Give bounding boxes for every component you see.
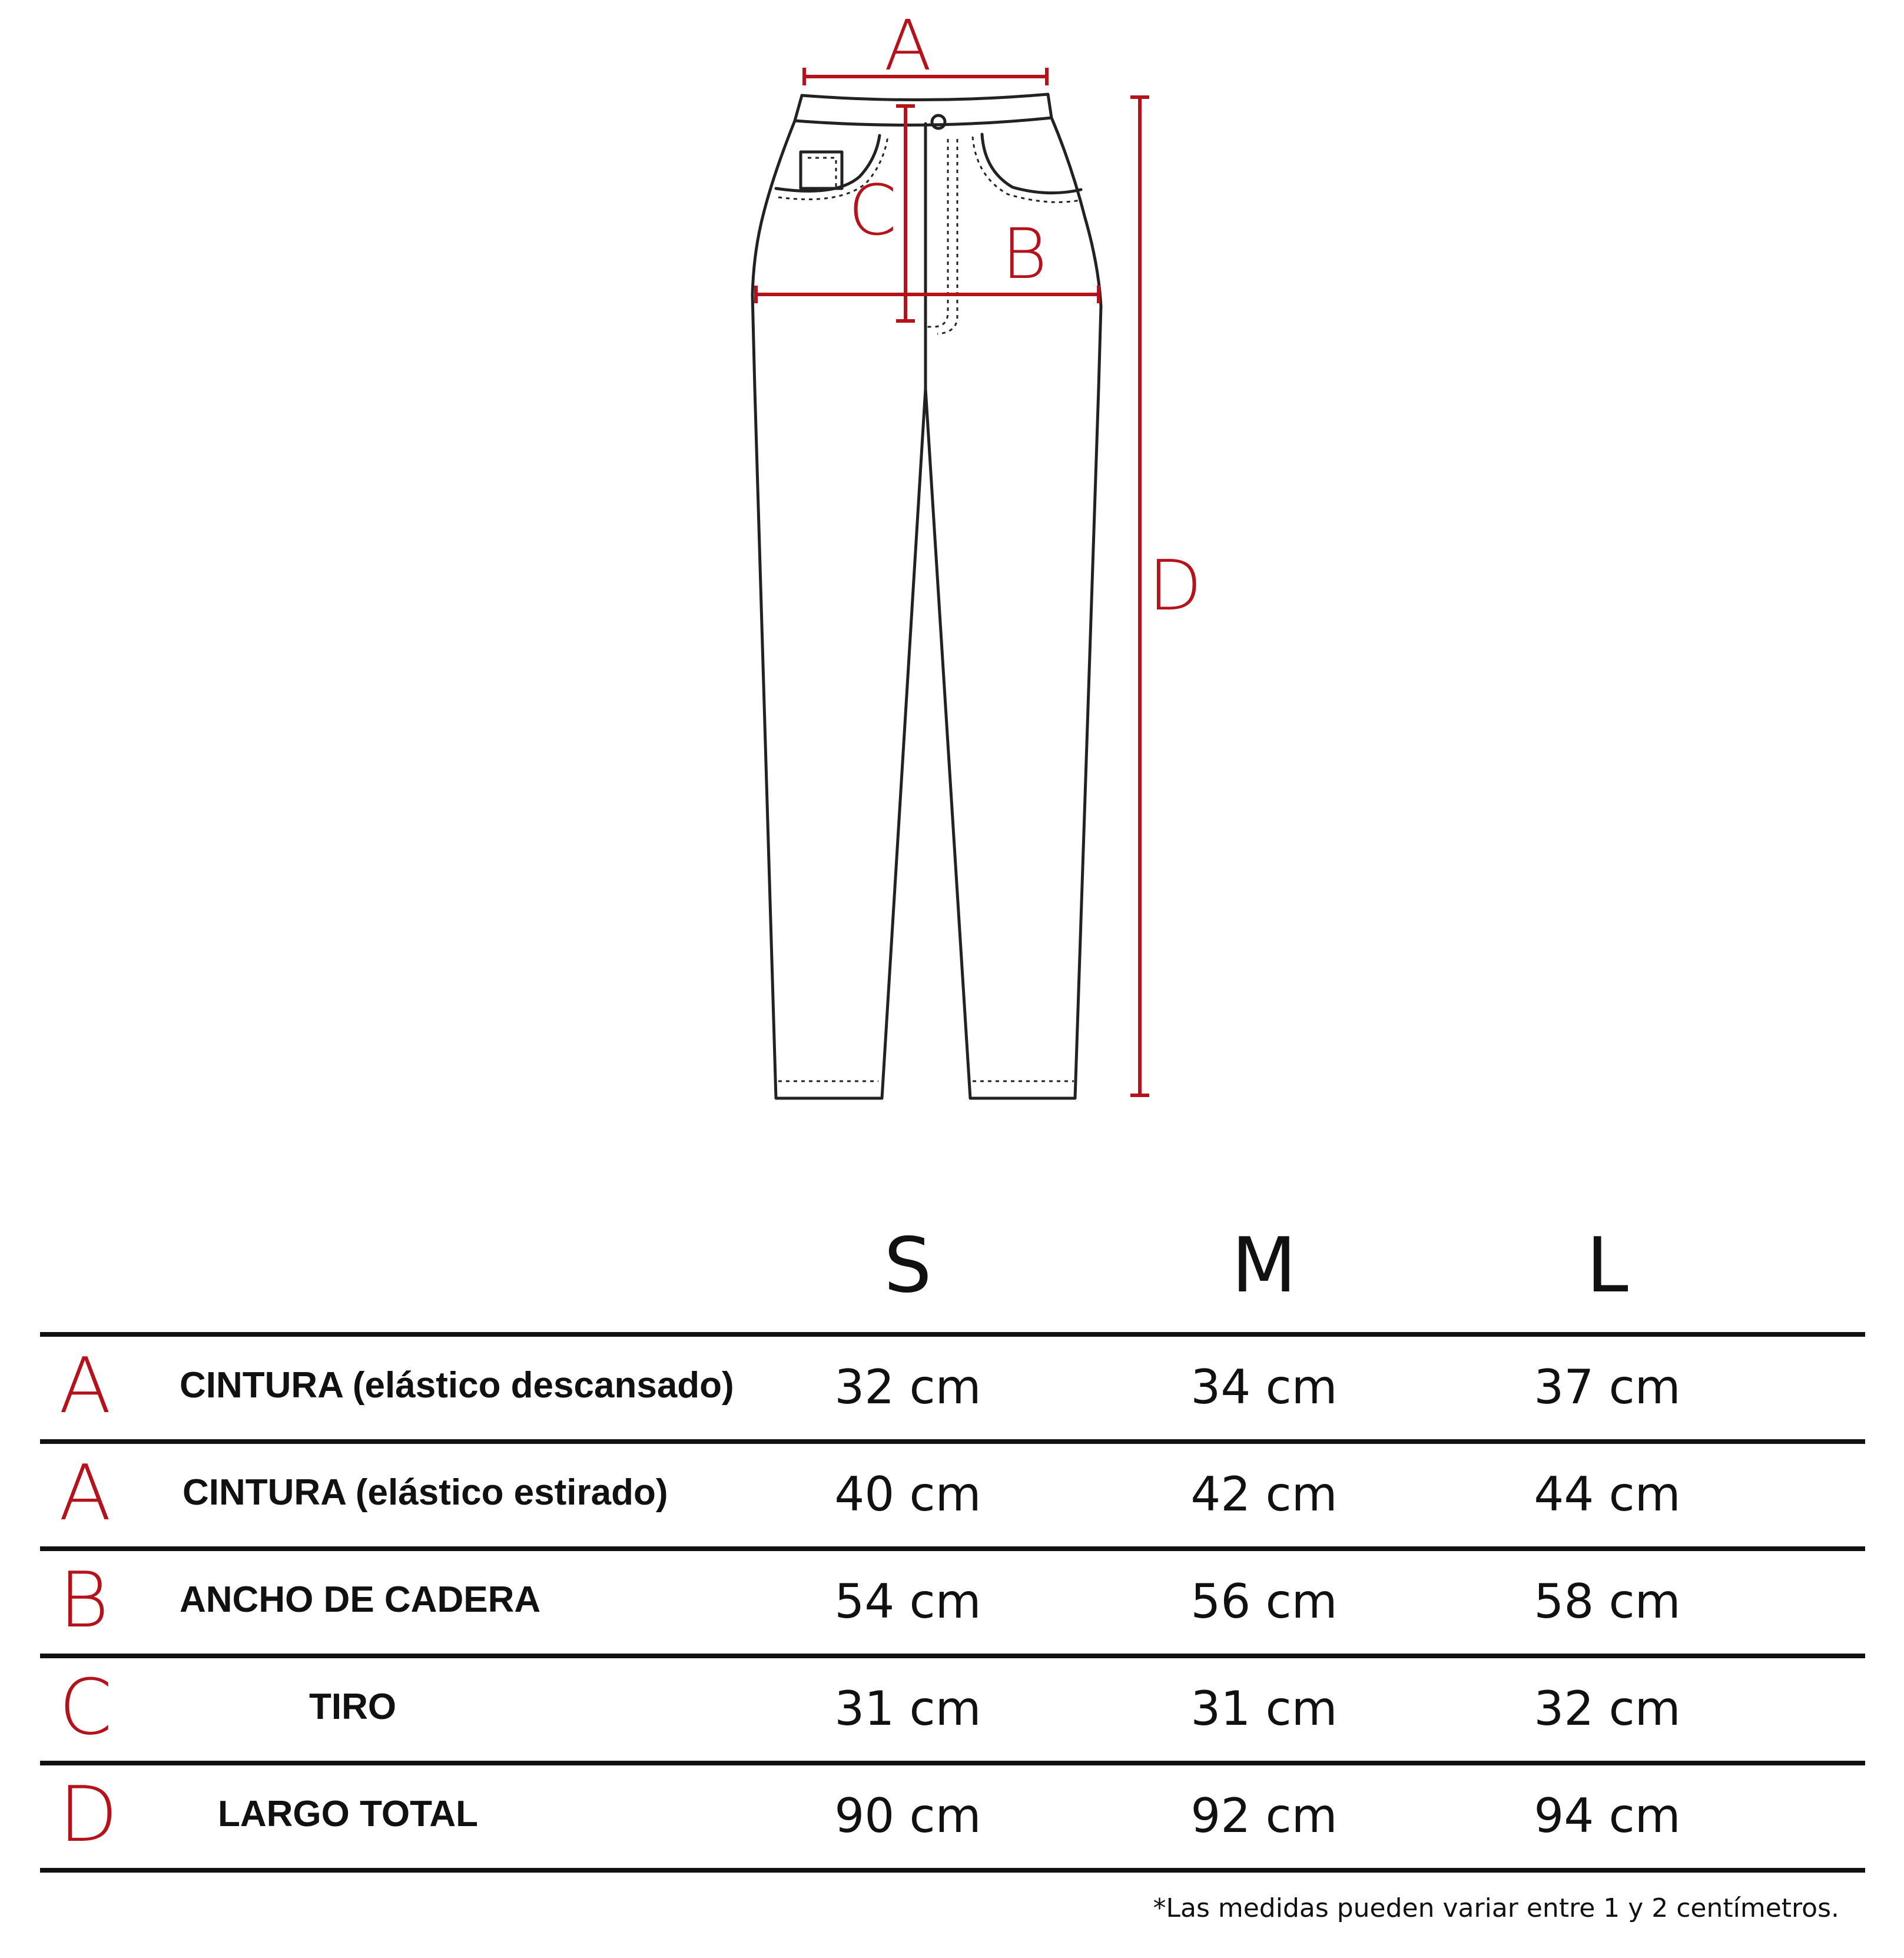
row-value-m: 92 cm (1190, 1788, 1338, 1843)
label-a: A (884, 5, 932, 86)
row-value-m: 34 cm (1190, 1360, 1338, 1414)
row-value-m: 42 cm (1190, 1467, 1338, 1522)
row-value-s: 31 cm (834, 1681, 981, 1736)
table-rule (40, 1439, 1865, 1444)
table-row (0, 1444, 1904, 1546)
row-letter: B (59, 1555, 110, 1645)
table-rule (40, 1546, 1865, 1551)
right-pocket (982, 134, 1081, 193)
row-name: LARGO TOTAL (218, 1794, 478, 1834)
label-b: B (1001, 213, 1047, 294)
row-value-s: 54 cm (834, 1574, 981, 1629)
row-value-l: 32 cm (1534, 1681, 1681, 1736)
row-name: TIRO (309, 1687, 397, 1727)
table-row (0, 1765, 1904, 1868)
row-value-m: 56 cm (1190, 1574, 1338, 1629)
left-leg (752, 121, 926, 1098)
measure-b (756, 286, 1099, 303)
measure-lines (756, 68, 1149, 1095)
row-name: CINTURA (elástico estirado) (183, 1472, 668, 1513)
row-letter: A (59, 1341, 111, 1430)
table-rule (40, 1761, 1865, 1765)
table-rule (40, 1868, 1865, 1873)
row-value-l: 58 cm (1534, 1574, 1681, 1629)
row-value-s: 40 cm (834, 1467, 981, 1522)
row-value-s: 32 cm (834, 1360, 981, 1414)
row-name: ANCHO DE CADERA (180, 1579, 541, 1620)
row-name: CINTURA (elástico descansado) (180, 1365, 734, 1406)
row-value-s: 90 cm (834, 1788, 981, 1843)
table-row (0, 1658, 1904, 1761)
measure-d (1130, 97, 1149, 1095)
table-row (0, 1551, 1904, 1654)
row-letter: A (59, 1448, 111, 1538)
row-value-l: 37 cm (1534, 1360, 1681, 1414)
measure-c (896, 106, 915, 321)
label-d: D (1148, 545, 1202, 626)
table-rule (40, 1332, 1865, 1337)
table-rule (40, 1654, 1865, 1658)
size-header-s: S (884, 1222, 932, 1310)
pants-outline (752, 94, 1101, 1098)
size-header-l: L (1586, 1222, 1628, 1310)
button (932, 115, 945, 128)
row-value-l: 94 cm (1534, 1788, 1681, 1843)
row-letter: C (59, 1662, 112, 1752)
footnote: *Las medidas pueden variar entre 1 y 2 centímetros. (1153, 1893, 1839, 1923)
row-value-m: 31 cm (1190, 1681, 1338, 1736)
table-row (0, 1337, 1904, 1439)
size-header-m: M (1231, 1222, 1297, 1310)
waistband (795, 94, 1051, 125)
label-c: C (848, 170, 897, 251)
row-letter: D (59, 1770, 118, 1859)
row-value-l: 44 cm (1534, 1467, 1681, 1522)
